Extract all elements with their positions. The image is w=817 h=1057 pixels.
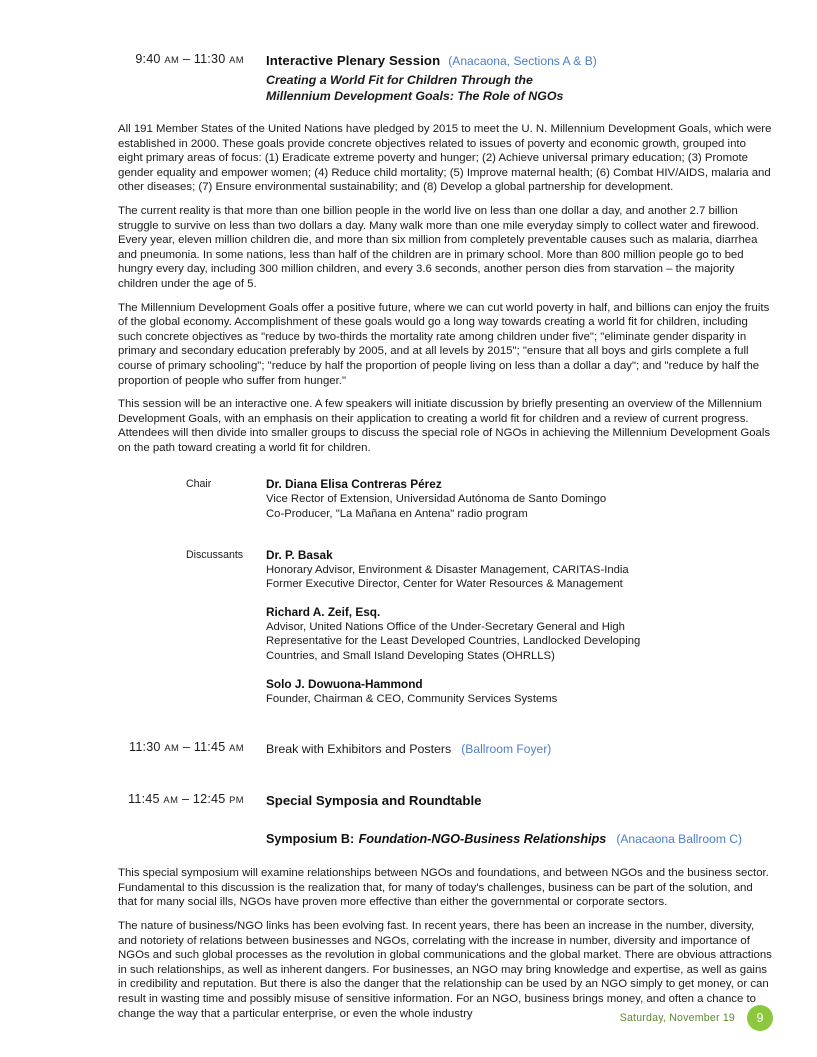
plenary-paragraph-4: This session will be an interactive one. A few speakers will initiate discussion by briefly presenting an overview of the Millennium Development Goals, with an emphasis on their application to creating a world fit for children and a review of current progress. Attendees will then divide into smaller groups to discuss the special role of NGOs in achieving the Millennium Development Goals on the path toward creating a world fit for children.: [118, 398, 771, 454]
symposia-title-block: [266, 792, 773, 810]
break-row: [118, 740, 773, 758]
plenary-title: Interactive Plenary Session: [266, 53, 441, 68]
plenary-paragraph-3: The Millennium Development Goals offer a positive future, where we can cut world poverty in half, and billions can enjoy the fruits of the global economy. Accomplishment of these goals would go a long way towards creating a world fit for children, including such concrete objectives as "reduce by two-thirds the mortality rate among children under five"; "eliminate gender disparity in primary and secondary education preferably by 2005, and at all levels by 2015"; "ensure that all boys and girls complete a full course of primary schooling"; "reduce by half the proportion of people living on less than a dollar a day"; and "reduce by half the proportion of people who suffer from hunger.": [118, 301, 770, 387]
discussant-1-line-1: Honorary Advisor, Environment & Disaster Management, CARITAS-India: [266, 563, 629, 576]
break-label: Break with Exhibitors and Posters: [266, 742, 452, 757]
plenary-time: 9:40 AM – 11:30 AM: [135, 52, 244, 66]
break-time-start: 11:30: [129, 740, 161, 755]
plenary-paragraph-1: All 191 Member States of the United Nations have pledged by 2015 to meet the U. N. Millennium Development Goals, which were established in 2000. These goals provide concrete objectives related to issues of poverty and economic growth, grouped into eight primary areas of focus: (1) Eradicate extreme poverty and hunger; (2) Achieve universal primary education; (3) Promote gender equality and empower women; (4) Reduce child mortality; (5) Improve maternal health; (6) Combat HIV/AIDS, malaria and other diseases; (7) Ensure environmental sustainability; and (8) Develop a global partnership for development.: [118, 123, 772, 194]
chair-name: Dr. Diana Elisa Contreras Pérez: [266, 477, 442, 492]
discussant-2-line-1: Advisor, United Nations Office of the Under-Secretary General and High: [266, 620, 625, 633]
plenary-subtitle-line2: Millennium Development Goals: The Role of NGOs: [266, 89, 564, 103]
break-location: (Ballroom Foyer): [461, 742, 552, 757]
symposium-b-title: Foundation-NGO-Business Relationships: [358, 832, 607, 847]
plenary-paragraph-2: The current reality is that more than one billion people in the world live on less than one dollar a day, and another 2.7 billion struggle to survive on less than two dollars a day. Many walk more than one mile everyday simply to collect water and firewood. Every year, eleven million children die, and more than six million from completely preventable causes such as malaria, diarrhea and pneumonia. In some nations, less than half of the children are in primary school. More than 800 million people go to bed hungry every day, including 300 million children, and every 3.6 seconds, another person dies from starvation – the majority children under the age of 5.: [118, 204, 760, 290]
break-time: 11:30 AM – 11:45 AM: [129, 740, 244, 755]
page-number-badge: 9: [747, 1005, 773, 1031]
symposium-b-location: (Anacaona Ballroom C): [616, 832, 743, 847]
symposia-time-ampm-start: AM: [163, 794, 179, 806]
plenary-time-end: 11:30: [193, 52, 226, 66]
discussants-block: [118, 548, 773, 707]
discussant-1-line-2: Former Executive Director, Center for Water Resources & Management: [266, 578, 623, 591]
footer-date: Saturday, November 19: [619, 1012, 735, 1024]
break-time-end: 11:45: [193, 740, 226, 755]
discussant-1: [266, 548, 817, 592]
symposia-time-end: 12:45: [192, 792, 226, 807]
discussant-2-line-3: Countries, and Small Island Developing States (OHRLLS): [266, 650, 555, 663]
discussants-role-label: Discussants: [186, 548, 244, 561]
page-footer: [620, 1005, 773, 1031]
chair-affiliation-1: Vice Rector of Extension, Universidad Autónoma de Santo Domingo: [266, 493, 607, 506]
symposium-b-label: Symposium B:: [266, 832, 355, 847]
symposia-time-start: 11:45: [128, 792, 160, 807]
discussant-2: [266, 605, 817, 664]
chair-role-label: Chair: [186, 478, 212, 491]
symposia-row: [118, 792, 773, 810]
discussant-3: [266, 677, 817, 707]
plenary-session-header: [118, 52, 773, 104]
symposium-b-paragraph-2: The nature of business/NGO links has been evolving fast. In recent years, there has been an increase in the number, diversity, and notoriety of relations between businesses and NGOs, correlating with the increase in number, diversity and importance of NGOs and such global processes as the revolution in global communications and the global market. There are obvious attractions in such relationships, as well as inherent dangers. For businesses, an NGO may bring knowledge and expertise, as well as gains in credibility and reputation. But there is also the danger that the relationship can be used by an NGO simply to get money, or can result in wasting time and possibly misuse of sensitive information. For an NGO, business brings money, and often a chance to change the way that a particular enterprise, or even the whole industry: [118, 920, 772, 1020]
symposia-time: 11:45 AM – 12:45 PM: [128, 792, 244, 807]
discussant-3-name: Solo J. Dowuona-Hammond: [266, 676, 423, 691]
symposia-title: Special Symposia and Roundtable: [266, 793, 482, 809]
plenary-time-ampm-start: AM: [164, 54, 180, 65]
break-time-ampm-start: AM: [164, 742, 180, 754]
plenary-location: (Anacaona, Sections A & B): [448, 54, 597, 68]
symposium-b-row: [266, 830, 773, 848]
plenary-time-text: 9:40: [135, 52, 161, 66]
symposium-b-paragraph-1: This special symposium will examine relationships between NGOs and foundations, and between NGOs and the business sector. Fundamental to this discussion is the realization that, for many of today's challenges, business can be part of the solution, and that for many social ills, NGOs have proven more effective than either the governmental or corporate sectors.: [118, 867, 769, 909]
break-title-block: [266, 740, 773, 758]
break-time-ampm-end: AM: [229, 742, 244, 754]
discussant-2-name: Richard A. Zeif, Esq.: [266, 604, 381, 619]
discussants-list: [266, 548, 817, 707]
plenary-time-ampm-end: AM: [229, 54, 244, 65]
symposia-time-ampm-end: PM: [229, 794, 244, 806]
discussant-2-line-2: Representative for the Least Developed Countries, Landlocked Developing: [266, 635, 641, 648]
chair-person: [266, 477, 817, 521]
discussant-1-name: Dr. P. Basak: [266, 547, 333, 562]
plenary-title-block: [266, 52, 773, 104]
chair-block: [118, 477, 773, 521]
plenary-subtitle: [266, 72, 773, 104]
plenary-subtitle-line1: Creating a World Fit for Children Through the: [266, 73, 533, 87]
chair-affiliation-2: Co-Producer, "La Mañana en Antena" radio program: [266, 508, 528, 521]
discussant-3-line-1: Founder, Chairman & CEO, Community Services Systems: [266, 692, 558, 705]
